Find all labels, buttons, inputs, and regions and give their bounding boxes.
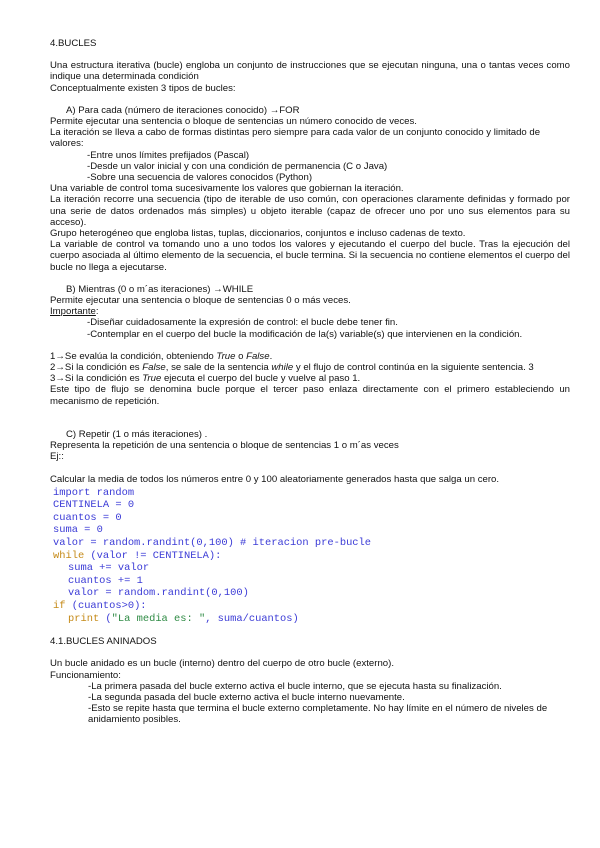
- for-paragraph-4: La iteración recorre una secuencia (tipo de iterable de uso común, con operaciones claramente definidas y formado por una serie de datos ordenados más simples) u objeto iterable (capaz de ofrecer uno por uno sus elementos para su acceso).: [50, 194, 570, 228]
- code-keyword: print: [68, 612, 100, 625]
- code-text: , suma/cuantos): [205, 612, 299, 625]
- step-keyword: False: [142, 362, 166, 374]
- code-text: (cuantos>0):: [65, 600, 147, 613]
- code-text: (: [99, 612, 112, 625]
- while-step-2: [50, 362, 570, 373]
- code-line: valor = random.randint(0,100) # iteracion pre-bucle: [53, 537, 372, 550]
- while-step-1: [50, 351, 570, 362]
- step-text: .: [269, 350, 273, 362]
- code-line: valor = random.randint(0,100): [68, 587, 249, 600]
- for-paragraph-6: La variable de control va tomando uno a uno todos los valores y ejecutando el cuerpo del bucle. Tras la ejecución del cuerpo asociada al último elemento de la secuencia, el bucle termina. Si la secuencia no contiene elementos el cuerpo del bucle no llega a ejecutarse.: [50, 239, 570, 273]
- for-list-item: -Desde un valor inicial y con una condición de permanencia (C o Java): [87, 160, 388, 172]
- for-paragraph-3: Una variable de control toma sucesivamente los valores que gobiernan la iteración.: [50, 183, 404, 195]
- repeat-heading: C) Repetir (1 o más iteraciones) .: [66, 428, 208, 440]
- code-text: (valor != CENTINELA):: [84, 549, 222, 562]
- nested-list-item: -La primera pasada del bucle externo activa el bucle interno, que se ejecuta hasta su finalización.: [88, 680, 502, 692]
- step-keyword: while: [271, 362, 294, 374]
- example-label: Ej::: [50, 451, 64, 463]
- code-line: suma = 0: [53, 524, 103, 537]
- code-line: cuantos += 1: [68, 574, 143, 587]
- for-paragraph-2: La iteración se lleva a cabo de formas distintas pero siempre para cada valor de un conjunto conocido y limitado de valores:: [50, 127, 541, 150]
- code-line: import random: [53, 486, 135, 499]
- repeat-paragraph-1: Representa la repetición de una sentencia o bloque de sentencias 1 o m´as veces: [50, 440, 399, 452]
- types-paragraph: Conceptualmente existen 3 tipos de bucles:: [50, 82, 236, 94]
- nested-paragraph-2: Funcionamiento:: [50, 669, 121, 681]
- while-paragraph-2: Este tipo de flujo se denomina bucle porque el tercer paso enlaza directamente con el primero estableciendo un mecanismo de repetición.: [50, 384, 570, 407]
- section-2-title: 4.1.BUCLES ANINADOS: [50, 636, 157, 648]
- step-text: 1→Se evalúa la condición, obteniendo: [50, 350, 217, 362]
- important-label-line: [50, 306, 570, 317]
- code-line: [53, 600, 570, 613]
- code-block: [50, 487, 570, 626]
- while-list-item: -Contemplar en el cuerpo del bucle la modificación de la(s) variable(s) que intervienen en la condición.: [87, 328, 523, 340]
- nested-list-item: -Esto se repite hasta que termina el bucle externo completamente. No hay límite en el número de niveles de anidamiento posibles.: [88, 703, 548, 726]
- code-keyword: if: [53, 600, 66, 613]
- nested-paragraph-1: Un bucle anidado es un bucle (interno) dentro del cuerpo de otro bucle (externo).: [50, 658, 394, 670]
- nested-list-item: -La segunda pasada del bucle externo activa el bucle interno nuevamente.: [88, 692, 405, 704]
- while-step-3: [50, 373, 570, 384]
- step-text: , se sale de la sentencia: [165, 362, 272, 374]
- step-text: y el flujo de control continúa en la siguiente sentencia. 3: [293, 362, 534, 374]
- step-text: ejecuta el cuerpo del bucle y vuelve al paso 1.: [161, 373, 361, 385]
- intro-paragraph: Una estructura iterativa (bucle) engloba un conjunto de instrucciones que se ejecutan ninguna, una o tantas veces como indique una determinada condición: [50, 60, 570, 83]
- repeat-paragraph-2: Calcular la media de todos los números entre 0 y 100 aleatoriamente generados hasta que salga un cero.: [50, 473, 500, 485]
- code-line: [53, 550, 570, 563]
- code-keyword: while: [53, 549, 85, 562]
- section-title: 4.BUCLES: [50, 38, 97, 49]
- code-line: cuantos = 0: [53, 511, 122, 524]
- step-keyword: True: [142, 373, 162, 385]
- while-paragraph-1: Permite ejecutar una sentencia o bloque de sentencias 0 o más veces.: [50, 295, 351, 307]
- for-heading: A) Para cada (número de iteraciones conocido) →FOR: [66, 104, 300, 116]
- step-text: 3→Si la condición es: [50, 373, 143, 385]
- while-heading: B) Mientras (0 o m´as iteraciones) →WHILE: [66, 283, 254, 295]
- important-colon: :: [95, 306, 99, 318]
- code-string: "La media es: ": [111, 612, 206, 625]
- for-list-item: -Entre unos límites prefijados (Pascal): [87, 149, 250, 161]
- code-line: CENTINELA = 0: [53, 499, 135, 512]
- for-list-item: -Sobre una secuencia de valores conocidos (Python): [87, 172, 313, 184]
- for-paragraph-1: Permite ejecutar una sentencia o bloque de sentencias un número conocido de veces.: [50, 116, 417, 128]
- step-keyword: True: [216, 350, 236, 362]
- step-keyword: False: [246, 350, 270, 362]
- code-line: [53, 613, 570, 626]
- document-page: [50, 38, 570, 726]
- important-label: Importante: [50, 306, 96, 318]
- while-list-item: -Diseñar cuidadosamente la expresión de control: el bucle debe tener fin.: [87, 317, 398, 329]
- step-text: 2→Si la condición es: [50, 362, 143, 374]
- code-line: suma += valor: [68, 562, 150, 575]
- step-text: o: [235, 350, 247, 362]
- for-paragraph-5: Grupo heterogéneo que engloba listas, tuplas, diccionarios, conjuntos e incluso cadenas de texto.: [50, 228, 466, 240]
